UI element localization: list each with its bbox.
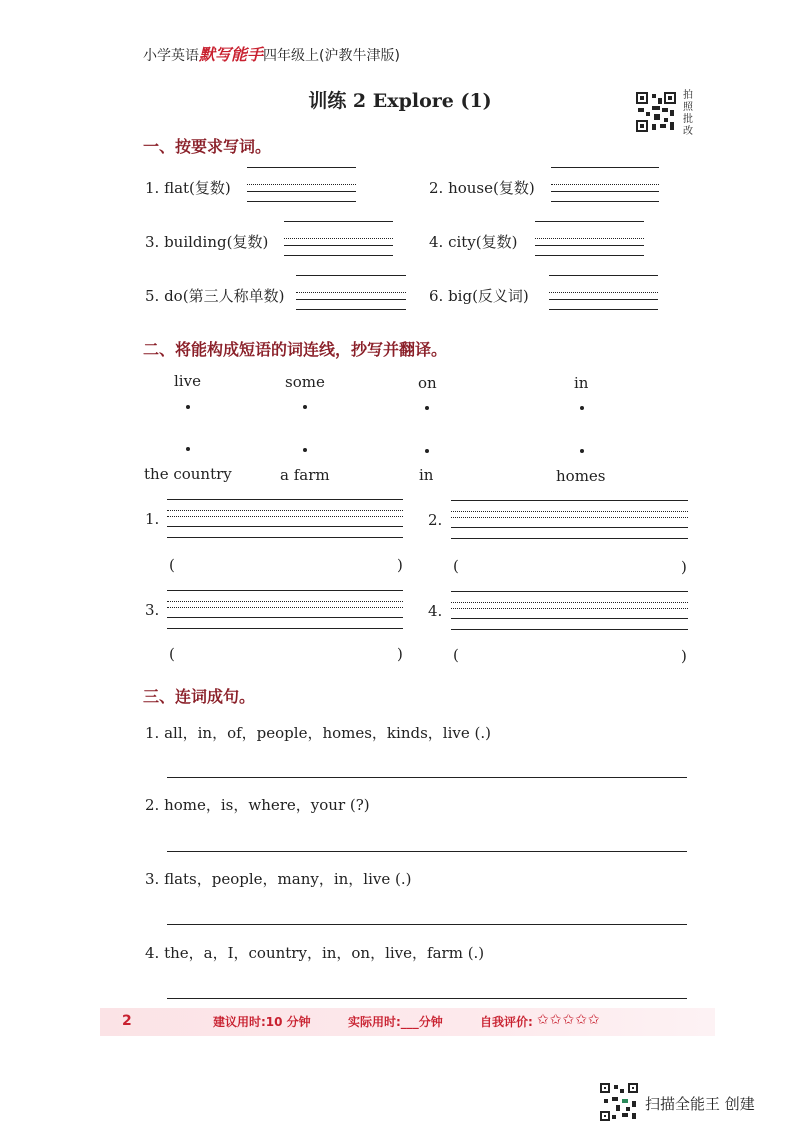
answer-line[interactable] xyxy=(247,191,356,192)
book-header xyxy=(143,42,400,65)
copy-line[interactable] xyxy=(167,499,403,500)
self-evaluation-label: 自我评价: xyxy=(480,1015,533,1029)
header-suffix: 四年级上(沪教牛津版) xyxy=(263,48,400,64)
copy-line[interactable] xyxy=(167,617,403,618)
answer-line[interactable] xyxy=(284,245,393,246)
qr-code-icon[interactable] xyxy=(634,90,678,134)
answer-guide xyxy=(551,184,659,185)
match-dot[interactable] xyxy=(186,447,190,451)
match-dot[interactable] xyxy=(425,449,429,453)
page-title: 训练 2 Explore (1) xyxy=(308,90,492,112)
page-number: 2 xyxy=(122,1013,132,1029)
translation-paren-close: ) xyxy=(397,556,403,574)
answer-line[interactable] xyxy=(535,221,644,222)
word-item-6: 6. big(反义词) xyxy=(429,287,529,305)
answer-line[interactable] xyxy=(247,201,356,202)
answer-guide xyxy=(247,184,356,185)
sentence-answer-line[interactable] xyxy=(167,777,687,778)
match-top-word: some xyxy=(285,373,325,391)
suggested-time: 建议用时:10 分钟 xyxy=(213,1015,311,1029)
copy-guide xyxy=(451,608,688,609)
translation-paren-close: ) xyxy=(397,645,403,663)
match-bottom-word: in xyxy=(419,466,434,484)
answer-line[interactable] xyxy=(549,309,658,310)
watermark-text: 扫描全能王 创建 xyxy=(645,1095,755,1113)
copy-number: 4. xyxy=(428,602,443,620)
match-dot[interactable] xyxy=(186,405,190,409)
match-dot[interactable] xyxy=(580,449,584,453)
answer-guide xyxy=(535,238,644,239)
header-brand: 默写能手 xyxy=(199,45,264,64)
answer-line[interactable] xyxy=(296,299,406,300)
word-item-5: 5. do(第三人称单数) xyxy=(145,287,285,305)
sentence-answer-line[interactable] xyxy=(167,998,687,999)
copy-line[interactable] xyxy=(451,500,688,501)
copy-line[interactable] xyxy=(167,537,403,538)
scanner-qr-icon xyxy=(600,1083,638,1121)
translation-paren-open: ( xyxy=(453,557,459,575)
copy-line[interactable] xyxy=(451,527,688,528)
copy-line[interactable] xyxy=(167,526,403,527)
sentence-item-1: 1. all，in，of，people，homes，kinds，live (.) xyxy=(145,724,491,742)
section3-title: 三、连词成句。 xyxy=(143,687,256,706)
copy-line[interactable] xyxy=(167,590,403,591)
sentence-item-2: 2. home，is，where，your (?) xyxy=(145,796,370,814)
header-prefix: 小学英语 xyxy=(143,48,199,64)
copy-number: 1. xyxy=(145,510,160,528)
answer-guide xyxy=(296,292,406,293)
copy-line[interactable] xyxy=(451,538,688,539)
copy-line[interactable] xyxy=(451,618,688,619)
sentence-item-4: 4. the，a，I，country，in，on，live，farm (.) xyxy=(145,944,485,962)
copy-guide xyxy=(451,511,688,512)
copy-line[interactable] xyxy=(167,628,403,629)
word-item-2: 2. house(复数) xyxy=(429,179,535,197)
answer-line[interactable] xyxy=(551,201,659,202)
match-bottom-word: homes xyxy=(556,467,606,485)
answer-line[interactable] xyxy=(247,167,356,168)
answer-line[interactable] xyxy=(284,255,393,256)
match-dot[interactable] xyxy=(580,406,584,410)
word-item-3: 3. building(复数) xyxy=(145,233,269,251)
match-dot[interactable] xyxy=(303,405,307,409)
actual-time: 实际用时:___分钟 xyxy=(348,1015,443,1029)
answer-line[interactable] xyxy=(535,245,644,246)
translation-paren-open: ( xyxy=(169,556,175,574)
copy-number: 3. xyxy=(145,601,160,619)
copy-guide xyxy=(451,602,688,603)
match-bottom-word: a farm xyxy=(280,466,330,484)
qr-caption: 拍照批改 xyxy=(683,90,693,137)
answer-line[interactable] xyxy=(535,255,644,256)
answer-guide xyxy=(284,238,393,239)
answer-line[interactable] xyxy=(551,191,659,192)
section2-title: 二、将能构成短语的词连线，抄写并翻译。 xyxy=(143,340,448,359)
sentence-answer-line[interactable] xyxy=(167,851,687,852)
sentence-item-3: 3. flats，people，many，in，live (.) xyxy=(145,870,412,888)
word-item-1: 1. flat(复数) xyxy=(145,179,231,197)
answer-line[interactable] xyxy=(551,167,659,168)
copy-guide xyxy=(167,607,403,608)
copy-guide xyxy=(451,517,688,518)
match-bottom-word: the country xyxy=(144,465,232,483)
translation-paren-close: ) xyxy=(681,647,687,665)
answer-line[interactable] xyxy=(549,299,658,300)
translation-paren-close: ) xyxy=(681,558,687,576)
copy-line[interactable] xyxy=(451,629,688,630)
copy-line[interactable] xyxy=(451,591,688,592)
translation-paren-open: ( xyxy=(169,645,175,663)
answer-line[interactable] xyxy=(296,275,406,276)
answer-line[interactable] xyxy=(296,309,406,310)
rating-stars[interactable]: ✩✩✩✩✩ xyxy=(537,1012,601,1028)
copy-guide xyxy=(167,601,403,602)
section1-title: 一、按要求写词。 xyxy=(143,137,272,156)
match-dot[interactable] xyxy=(425,406,429,410)
answer-guide xyxy=(549,292,658,293)
copy-guide xyxy=(167,516,403,517)
answer-line[interactable] xyxy=(284,221,393,222)
translation-paren-open: ( xyxy=(453,646,459,664)
match-top-word: on xyxy=(418,374,437,392)
match-top-word: live xyxy=(174,372,201,390)
copy-number: 2. xyxy=(428,511,443,529)
match-top-word: in xyxy=(574,374,589,392)
answer-line[interactable] xyxy=(549,275,658,276)
match-dot[interactable] xyxy=(303,448,307,452)
word-item-4: 4. city(复数) xyxy=(429,233,518,251)
copy-guide xyxy=(167,510,403,511)
sentence-answer-line[interactable] xyxy=(167,924,687,925)
